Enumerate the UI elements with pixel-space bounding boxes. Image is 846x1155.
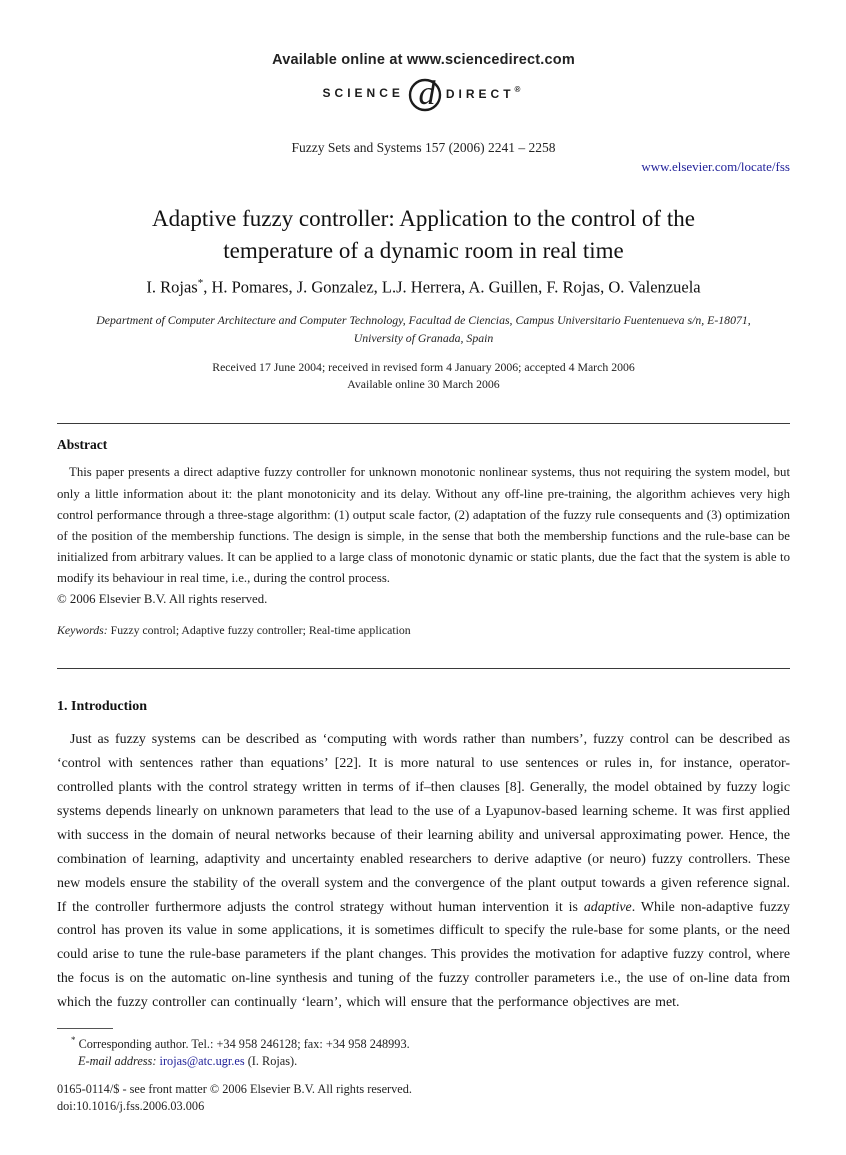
journal-homepage-row [57,159,790,175]
divider-below-keywords [57,668,790,669]
section-heading-introduction: 1. Introduction [57,699,147,715]
journal-citation: Fuzzy Sets and Systems 157 (2006) 2241 – 2258 [291,140,556,155]
corresponding-author-marker: * [197,277,204,290]
elsevier-locate-link[interactable]: www.elsevier.com/locate/fss [641,159,790,174]
divider-above-abstract [57,423,790,424]
registered-mark-icon: ® [514,85,525,94]
available-online-line: Available online 30 March 2006 [347,377,500,392]
keywords-label: Keywords: [57,623,108,638]
footnote-rule [57,1028,113,1029]
svg-text:d: d [418,75,436,112]
footnote-corresponding-author: * Corresponding author. Tel.: +34 958 246128; fax: +34 958 248993. [71,1035,410,1052]
italic-adaptive: adaptive [583,899,632,915]
keywords-line [57,623,790,638]
doi-line: doi:10.1016/j.fss.2006.03.006 [57,1099,205,1114]
keywords-text: Fuzzy control; Adaptive fuzzy controller; Real-time application [107,623,411,638]
sciencedirect-d-icon [406,72,444,114]
abstract-copyright: © 2006 Elsevier B.V. All rights reserved. [57,592,268,607]
email-label: E-mail address: [78,1054,157,1069]
paper-title: Adaptive fuzzy controller: Application to the control of the temperature of a dynamic room in real time [152,206,695,264]
logo-direct-text: DIRECT® [445,85,525,101]
article-history [57,359,790,393]
abstract-heading: Abstract [57,437,108,453]
issn-copyright-line: 0165-0114/$ - see front matter © 2006 Elsevier B.V. All rights reserved. [57,1082,412,1097]
introduction-paragraph: Just as fuzzy systems can be described as ‘computing with words rather than numbers’, fuzzy control can be described as ‘control with sentences rather than equations’ [22]. It is more natural to use sentences or rules in, for instance, operator-controlled plants with the control strategy written in terms of if–then clauses [8]. Generally, the model obtained by fuzzy logic systems depends linearly on unknown parameters that lead to the use of a Lyapunov-based learning scheme. It was first applied with success in the domain of neural networks because of their learning ability and universal approximating power. Hence, the combination of learning, adaptivity and uncertainty enabled researchers to derive adaptive (or neuro) fuzzy controllers. These new models ensure the stability of the overall system and the convergence of the plant output towards a given reference signal. If the controller furthermore adjusts the control strategy without human intervention it is adaptive. While non-adaptive fuzzy control has proven its value in some applications, it is sometimes difficult to specify the rule-base for some plants, or the need could arise to tune the rule-base parameters if the plant changes. This provides the motivation for adaptive fuzzy control, where the focus is on the automatic on-line synthesis and tuning of the fuzzy controller parameters i.e., the use of on-line data from which the fuzzy controller can continually ‘learn’, which will ensure that the performance objectives are met. [57,732,790,1011]
affiliation-line: Department of Computer Architecture and Computer Technology, Facultad de Ciencias, Campus Universitario Fuentenueva s/n, E-18071, University of Granada, Spain [96,312,751,345]
sciencedirect-logo [57,72,790,114]
abstract-body: This paper presents a direct adaptive fuzzy controller for unknown monotonic nonlinear systems, thus not requiring the system model, but only a little information about it: the plant monotonicity and its delay. Without any off-line pre-training, the algorithm achieves very high control performance through a three-stage algorithm: (1) output scale factor, (2) adaptation of the fuzzy rule consequents and (3) optimization of the position of the membership functions. The design is simple, in the sense that both the membership functions and the rule-base can be initialized from arbitrary values. It can be applied to a large class of monotonic dynamic or static plants, due the fact that the system is able to modify its behaviour in real time, i.e., during the control process. [57,465,790,585]
footnote-email: E-mail address: irojas@atc.ugr.es (I. Rojas). [78,1054,298,1069]
available-online-text: Available online at www.sciencedirect.com [272,52,575,68]
email-link[interactable]: irojas@atc.ugr.es [159,1054,245,1069]
footnote-marker: * [71,1035,76,1046]
authors-line: I. Rojas*, H. Pomares, J. Gonzalez, L.J. Herrera, A. Guillen, F. Rojas, O. Valenzuela [146,277,701,297]
logo-science-text: SCIENCE [322,86,404,100]
received-line: Received 17 June 2004; received in revised form 4 January 2006; accepted 4 March 2006 [212,360,635,375]
